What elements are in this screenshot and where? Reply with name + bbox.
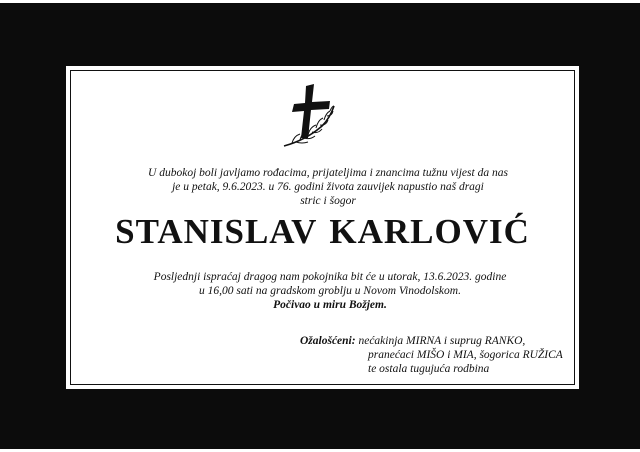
funeral-closing: Počivao u miru Božjem. [273, 299, 387, 311]
deceased-name [66, 212, 579, 252]
cross-with-palm-branch-icon [282, 80, 342, 152]
announcement-text [128, 166, 528, 208]
scan-edge-top [0, 0, 640, 3]
funeral-details [120, 270, 540, 312]
funeral-line-2: u 16,00 sati na gradskom groblju u Novom Vinodolskom. [199, 285, 461, 297]
mourners-block [300, 334, 580, 376]
deceased-first-name: STANISLAV [115, 212, 318, 251]
deceased-last-name: KARLOVIĆ [329, 212, 530, 251]
mourners-first-line [300, 334, 580, 348]
announcement-line-3: stric i šogor [300, 195, 356, 207]
mourners-line-1: nećakinja MIRNA i suprug RANKO, [358, 335, 526, 347]
funeral-line-1: Posljednji ispraćaj dragog nam pokojnika bit će u utorak, 13.6.2023. godine [153, 271, 507, 283]
mourners-label: Ožalošćeni: [300, 335, 356, 347]
mourners-line-3: te ostala tugujuća rodbina [368, 363, 490, 375]
announcement-line-1: U dubokoj boli javljamo rođacima, prijateljima i znancima tužnu vijest da nas [148, 167, 508, 179]
announcement-line-2: je u petak, 9.6.2023. u 76. godini života zauvijek napustio naš dragi [172, 181, 484, 193]
mourners-line-2: pranećaci MIŠO i MIA, šogorica RUŽICA [368, 349, 563, 361]
